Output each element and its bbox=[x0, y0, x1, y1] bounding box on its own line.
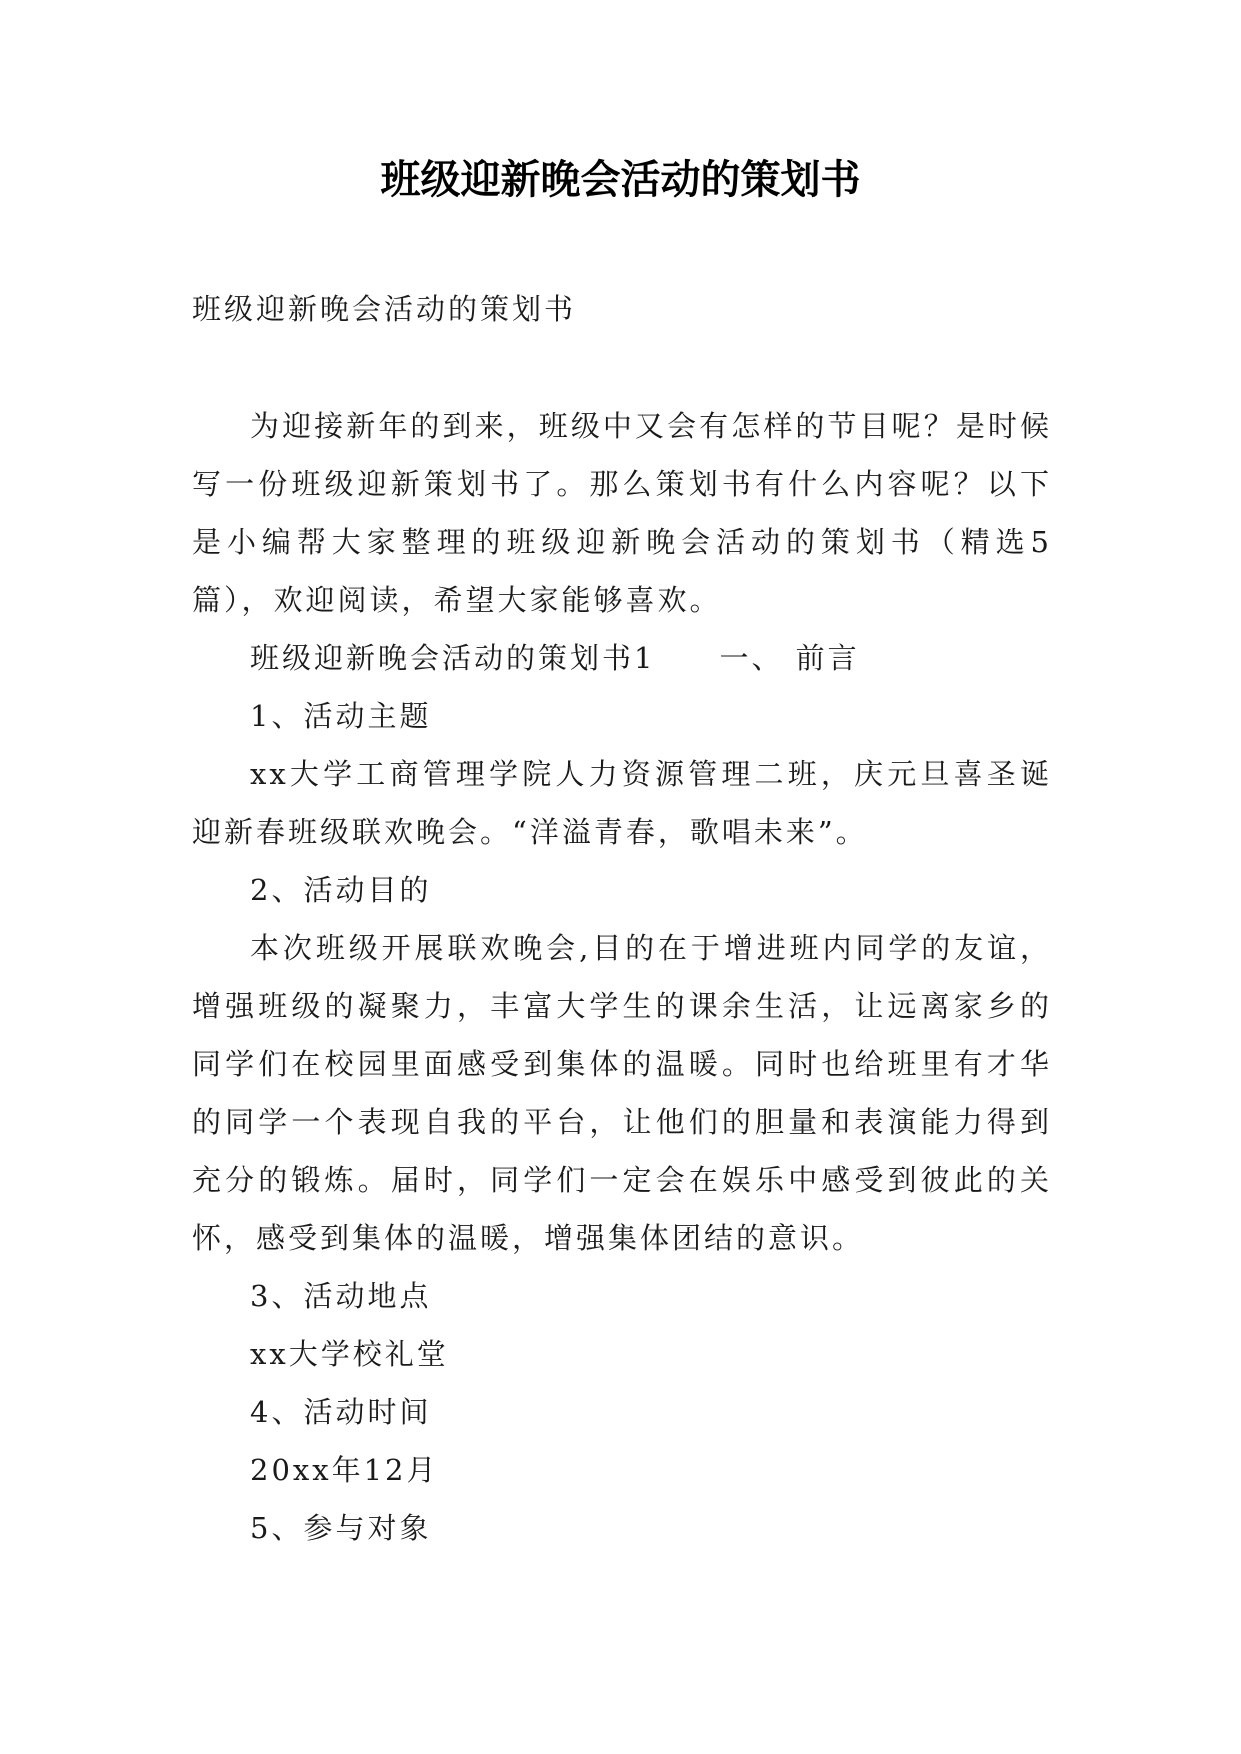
paragraph-participants-heading: 5、参与对象 bbox=[250, 1511, 432, 1545]
paragraph-theme: xx大学工商管理学院人力资源管理二班，庆元旦喜圣诞迎新春班级联欢晚会。“洋溢青春，歌唱未来”。 bbox=[192, 757, 1052, 849]
paragraph-purpose: 本次班级开展联欢晚会,目的在于增进班内同学的友谊，增强班级的凝聚力，丰富大学生的课余生活，让远离家乡的同学们在校园里面感受到集体的温暖。同时也给班里有才华的同学一个表现自我的平台，让他们的胆量和表演能力得到充分的锻炼。届时，同学们一定会在娱乐中感受到彼此的关怀，感受到集体的温暖，增强集体团结的意识。 bbox=[192, 931, 1052, 1255]
document-body bbox=[192, 280, 1052, 1557]
document-title: 班级迎新晚会活动的策划书 bbox=[380, 157, 861, 203]
paragraph-time: 20xx年12月 bbox=[250, 1453, 439, 1487]
paragraph-time-heading: 4、活动时间 bbox=[250, 1395, 432, 1429]
document-subtitle: 班级迎新晚会活动的策划书 bbox=[192, 292, 577, 326]
paragraph-section-heading: 班级迎新晚会活动的策划书1 一、 前言 bbox=[250, 641, 860, 675]
paragraph-location: xx大学校礼堂 bbox=[250, 1337, 449, 1371]
paragraph-intro: 为迎接新年的到来，班级中又会有怎样的节目呢？是时候写一份班级迎新策划书了。那么策划书有什么内容呢？以下是小编帮大家整理的班级迎新晚会活动的策划书（精选5篇），欢迎阅读，希望大家能够喜欢。 bbox=[192, 409, 1052, 617]
paragraph-location-heading: 3、活动地点 bbox=[250, 1279, 432, 1313]
paragraph-purpose-heading: 2、活动目的 bbox=[250, 873, 432, 907]
paragraph-theme-heading: 1、活动主题 bbox=[250, 699, 432, 733]
